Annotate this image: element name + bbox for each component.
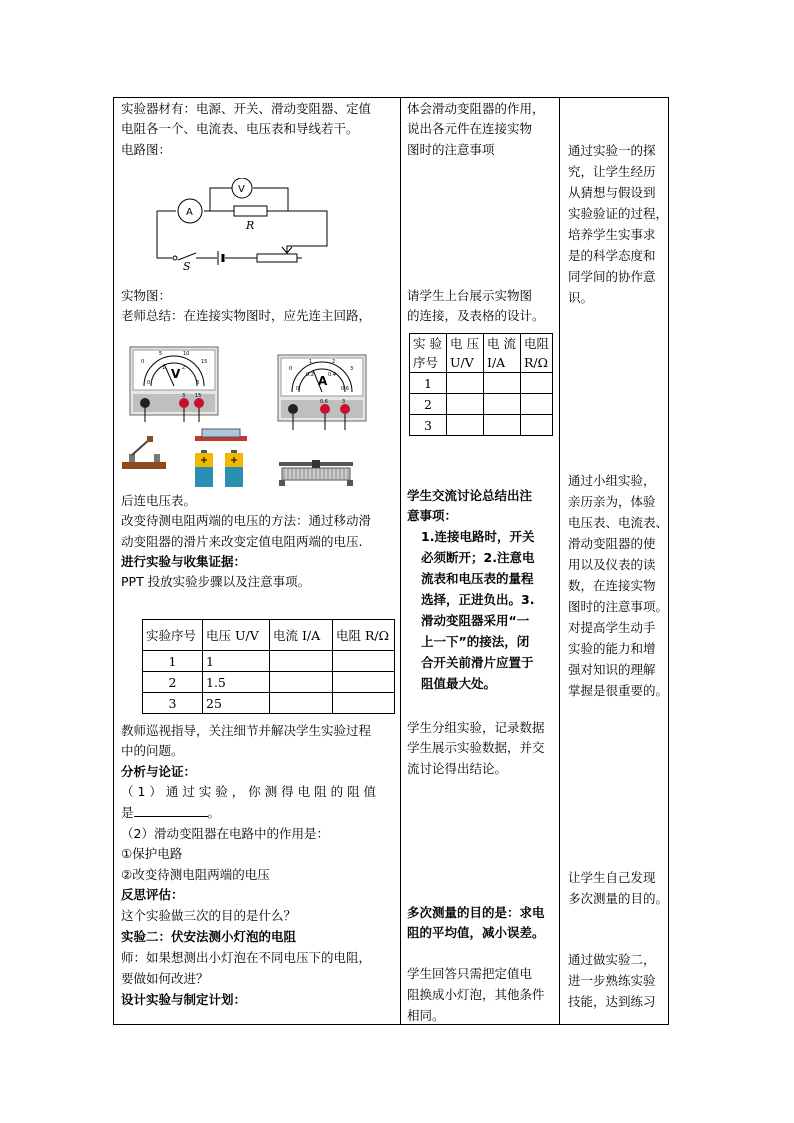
- answer-2a: ①保护电路: [121, 846, 183, 861]
- svg-text:3: 3: [196, 380, 200, 386]
- svg-text:0: 0: [147, 380, 151, 386]
- svg-text:1: 1: [162, 365, 166, 371]
- svg-text:1: 1: [309, 359, 313, 365]
- lesson-table: [113, 97, 669, 1025]
- question-1b: 是 。: [121, 805, 221, 820]
- patrol-line-1: 教师巡视指导，关注细节并解决学生实验过程: [121, 723, 372, 738]
- data-table-2: 实 验 序号 电 压 U/V 电 流 I/A 电阻 R/Ω 1 2 3: [409, 333, 553, 436]
- svg-text:0: 0: [141, 359, 145, 365]
- svg-text:0: 0: [296, 386, 300, 392]
- knife-switch: [120, 436, 170, 472]
- voltmeter-label: V: [238, 184, 245, 195]
- rheostat-symbol: [257, 254, 297, 262]
- switch-label: S: [183, 260, 191, 270]
- column-design-intent: 通过实验一的探 究，让学生经历 从猜想与假设到 实验验证的过程， 培养学生实事求 是的科学态度和 同学间的协作意 识。 通过小组实验， 亲历亲为，体验 电压表、电流表、 滑动变阻器的使 用以及仪表的读 数，在连接实物 图时的注意事项。 对提高学生动手 实验的能力和增 强对知识的理解 掌握是很重要的。 让学生自己发现 多次测量的目的。 通过做实验二， 进一步熟练实验 技能，达到练习: [568, 143, 669, 1009]
- svg-text:0: 0: [289, 366, 293, 372]
- battery-2: [224, 450, 244, 488]
- data-table-1: 实验序号 电压 U/V 电流 I/A 电阻 R/Ω 1 1 2 1.5 3 25: [142, 619, 395, 714]
- teacher-question-1: 师：如果想测出小灯泡在不同电压下的电阻，: [121, 950, 372, 965]
- answer-blank: [134, 803, 208, 817]
- discuss-line-1: 学生交流讨论总结出注: [407, 488, 533, 503]
- svg-text:2: 2: [182, 365, 186, 371]
- answer-2b: ②改变待测电阻两端的电压: [121, 867, 270, 882]
- materials-line-1: 实验器材有：电源、开关、滑动变阻器、定值: [121, 101, 372, 116]
- svg-text:10: 10: [183, 351, 190, 357]
- ammeter-letter: A: [318, 374, 328, 388]
- svg-text:2: 2: [332, 359, 336, 365]
- svg-text:0.4: 0.4: [328, 372, 336, 378]
- circuit-heading: 电路图：: [121, 142, 172, 157]
- svg-text:0.6: 0.6: [320, 399, 328, 405]
- resistor-label: R: [246, 219, 255, 232]
- svg-text:3: 3: [342, 399, 346, 405]
- svg-text:3: 3: [182, 393, 186, 399]
- svg-text:3: 3: [350, 366, 354, 372]
- svg-text:0.2: 0.2: [306, 372, 314, 378]
- ammeter-physical: [277, 354, 367, 432]
- after-voltmeter: 后连电压表。: [121, 493, 197, 508]
- experiment-2-heading: 实验二：伏安法测小灯泡的电阻: [121, 929, 297, 944]
- experiment-heading: 进行实验与收集证据：: [121, 554, 247, 569]
- change-voltage-1: 改变待测电阻两端的电压的方法：通过移动滑: [121, 513, 372, 528]
- voltmeter-letter: V: [171, 367, 181, 381]
- analysis-heading: 分析与论证：: [121, 764, 197, 779]
- materials-line-2: 电阻各一个、电流表、电压表和导线若干。: [121, 121, 359, 136]
- resistor-symbol: [234, 206, 267, 216]
- rheostat-physical: [278, 460, 354, 486]
- column-student-activity: 体会滑动变阻器的作用， 说出各元件在连接实物 图时的注意事项 请学生上台展示实物图 的连接，及表格的设计。 实 验 序号 电 压 U/V 电 流 I/A 电阻 R/Ω 1 2 3 学生交流讨论总结出注 意事项： 1.连接电路时，开关 必须断开；2.注意电 流表和电压表的量程 选择，正进负出。3. 滑动变阻器采用“一 上一下”的接法，闭 合开关前滑片应置于 阻值最大处。 学生分组实验，记录数据 学生展示实验数据，并交 流讨论得出结论。 多次测量的目的是：求电 阻的平均值，减小误差。 学生回答只需把定值电 阻换成小灯泡，其他条件 相同。: [401, 98, 559, 1024]
- discuss-line-2: 意事项：: [407, 508, 458, 523]
- battery-1: [194, 450, 214, 488]
- circuit-diagram: [152, 178, 332, 270]
- voltmeter-physical: [129, 346, 219, 424]
- teacher-question-2: 要做如何改进？: [121, 971, 209, 986]
- svg-text:15: 15: [195, 393, 202, 399]
- ppt-line: PPT 投放实验步骤以及注意事项。: [121, 574, 311, 589]
- design-heading: 设计实验与制定计划：: [121, 992, 247, 1007]
- svg-text:15: 15: [201, 359, 208, 365]
- reflect-heading: 反思评估：: [121, 887, 184, 902]
- column-teacher-activity: [114, 98, 400, 1024]
- svg-text:5: 5: [159, 351, 163, 357]
- question-2: （2）滑动变阻器在电路中的作用是：: [121, 826, 329, 841]
- question-1a: （ 1 ） 通 过 实 验 ， 你 测 得 电 阻 的 阻 值: [121, 784, 377, 799]
- teacher-summary: 老师总结：在连接实物图时，应先连主回路，: [121, 308, 372, 323]
- physical-heading: 实物图：: [121, 288, 172, 303]
- switch-contact: [173, 256, 177, 260]
- svg-text:0.6: 0.6: [341, 386, 349, 392]
- change-voltage-2: 动变阻器的滑片来改变定值电阻两端的电压.: [121, 534, 363, 549]
- reflect-question: 这个实验做三次的目的是什么？: [121, 908, 297, 923]
- ammeter-label: A: [186, 207, 193, 218]
- patrol-line-2: 中的问题。: [121, 743, 184, 758]
- fixed-resistor: [194, 428, 248, 442]
